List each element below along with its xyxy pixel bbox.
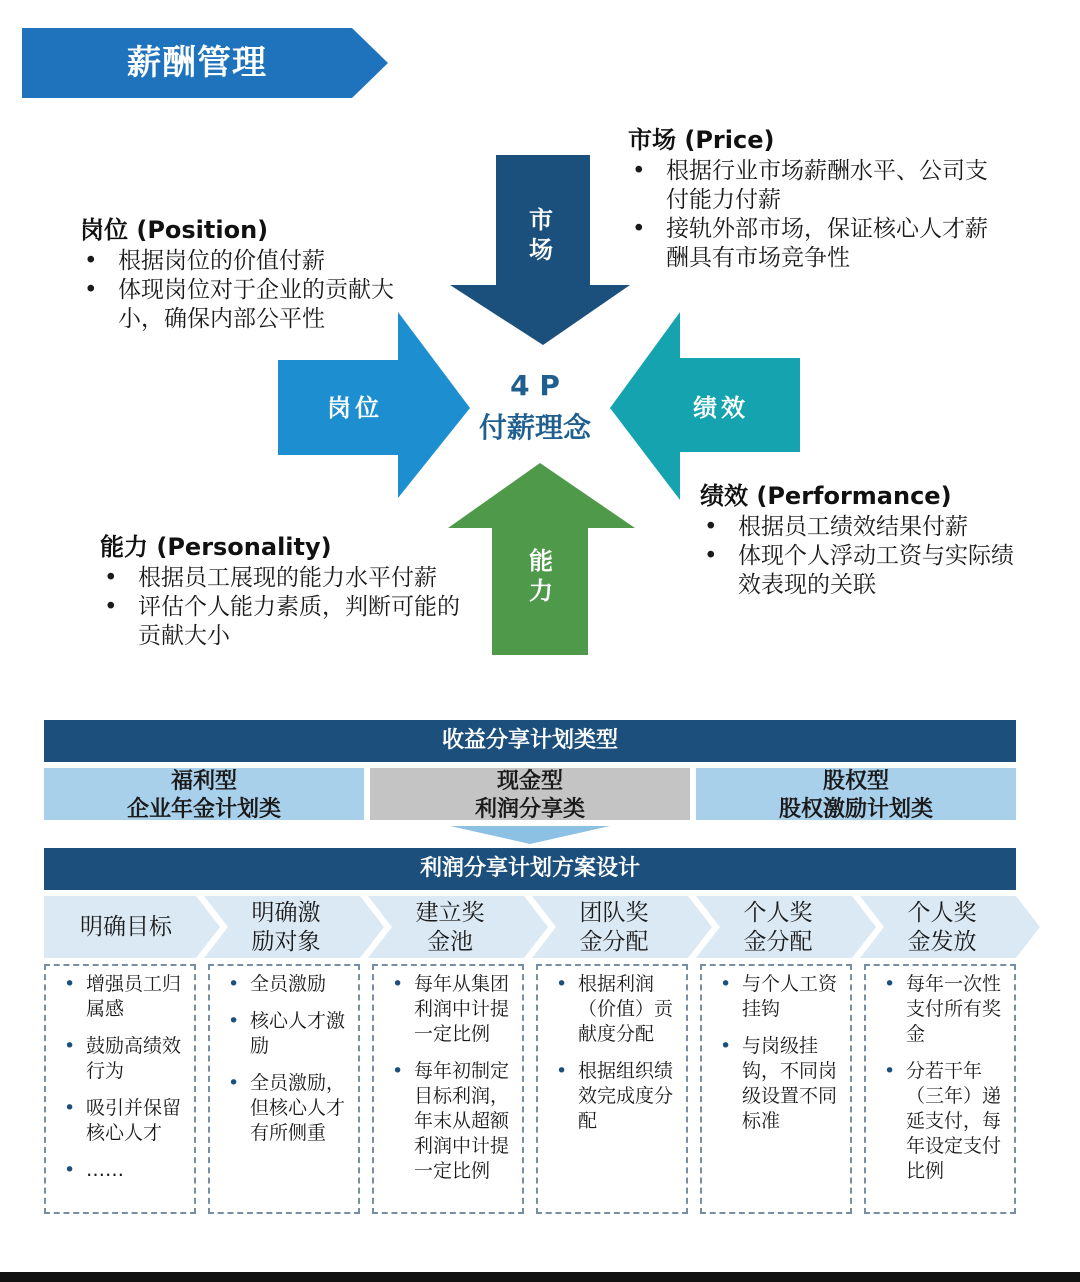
step-item: • 分若干年（三年）递延支付，每年设定支付比例 [876,1059,1006,1184]
position-heading: 岗位 (Position) [80,216,269,244]
position-bullet: • 根据岗位的价值付薪 [80,247,400,276]
price-bullets [628,157,1008,273]
step-item: • 全员激励 [220,972,350,997]
step-item: • 核心人才激励 [220,1009,350,1059]
step-item: • 增强员工归属感 [56,972,186,1022]
center-title [455,365,615,449]
personality-heading: 能力 (Personality) [100,533,332,561]
performance-bullet: • 体现个人浮动工资与实际绩效表现的关联 [700,542,1030,600]
type-cash-line2: 利润分享类 [474,797,585,822]
step-column [864,964,1016,1214]
step-item: • 每年一次性支付所有奖金 [876,972,1006,1047]
step-column-list [712,972,842,1134]
price-heading: 市场 (Price) [628,126,775,154]
personality-block [100,527,460,651]
position-bullet: • 体现岗位对于企业的贡献大小，确保内部公平性 [80,276,400,334]
step-column [536,964,688,1214]
type-box-equity [696,768,1016,820]
step-item: • 鼓励高绩效行为 [56,1034,186,1084]
step-column-list [384,972,514,1184]
performance-arrow-label: 绩效 [693,394,749,422]
step-chevrons [44,896,1040,958]
step-item: • 根据利润（价值）贡献度分配 [548,972,678,1047]
step-item: • 每年从集团利润中计提一定比例 [384,972,514,1047]
performance-bullets [700,513,1030,600]
step-label [400,899,500,957]
step-column-list [56,972,186,1183]
position-block [80,210,400,334]
position-bullets [80,247,400,334]
bottom-border [0,1272,1080,1282]
step-label-text: 个人奖金发放 [907,900,977,955]
step-column-list [548,972,678,1134]
step-label [236,899,336,957]
market-arrow-label [516,205,566,265]
performance-bullet: • 根据员工绩效结果付薪 [700,513,1030,542]
step-label-text: 个人奖金分配 [743,900,813,955]
step-label-text: 明确激励对象 [251,900,321,955]
step-label-text: 团队奖金分配 [579,900,649,955]
step-label [892,899,992,957]
step-label: 明确目标 [80,914,172,940]
step-label-text: 建立奖金池 [415,900,485,955]
price-bullet: • 接轨外部市场，保证核心人才薪酬具有市场竞争性 [628,215,1008,273]
step-item: • 每年初制定目标利润，年末从超额利润中计提一定比例 [384,1059,514,1184]
step-column [372,964,524,1214]
type-box-cash [370,768,690,820]
personality-bullets [100,564,460,651]
step-item: • …… [56,1158,186,1183]
step-item: • 吸引并保留核心人才 [56,1096,186,1146]
step-label [564,899,664,957]
personality-bullet: • 评估个人能力素质，判断可能的贡献大小 [100,593,460,651]
profit-share-header: 收益分享计划类型 [44,720,1016,762]
step-item: • 与个人工资挂钩 [712,972,842,1022]
ability-arrow-label [516,546,566,606]
step-column [700,964,852,1214]
type-welfare-line1: 福利型 [170,769,237,794]
type-equity-line2: 股权激励计划类 [778,797,933,822]
center-title-line1: 4 P [510,369,560,402]
step-column [44,964,196,1214]
type-welfare-line2: 企业年金计划类 [126,797,281,822]
step-item: • 根据组织绩效完成度分配 [548,1059,678,1134]
page-title: 薪酬管理 [127,43,267,83]
step-item: • 全员激励，但核心人才有所侧重 [220,1071,350,1146]
type-box-welfare [44,768,364,820]
price-bullet: • 根据行业市场薪酬水平、公司支付能力付薪 [628,157,1008,215]
personality-bullet: • 根据员工展现的能力水平付薪 [100,564,460,593]
ability-label-text: 能力 [529,547,553,605]
step-column-list [876,972,1006,1184]
step-label [728,899,828,957]
performance-heading: 绩效 (Performance) [700,482,952,510]
down-connector-icon [450,826,610,846]
center-title-line2: 付薪理念 [478,411,591,444]
price-block [628,120,1008,273]
market-label-text: 市场 [529,206,553,264]
performance-block [700,476,1030,600]
type-equity-line1: 股权型 [822,769,889,794]
design-header: 利润分享计划方案设计 [44,848,1016,890]
type-cash-line1: 现金型 [496,769,563,794]
step-item: • 与岗级挂钩，不同岗级设置不同标准 [712,1034,842,1134]
step-column-list [220,972,350,1146]
position-arrow-label: 岗位 [327,394,383,422]
step-column [208,964,360,1214]
